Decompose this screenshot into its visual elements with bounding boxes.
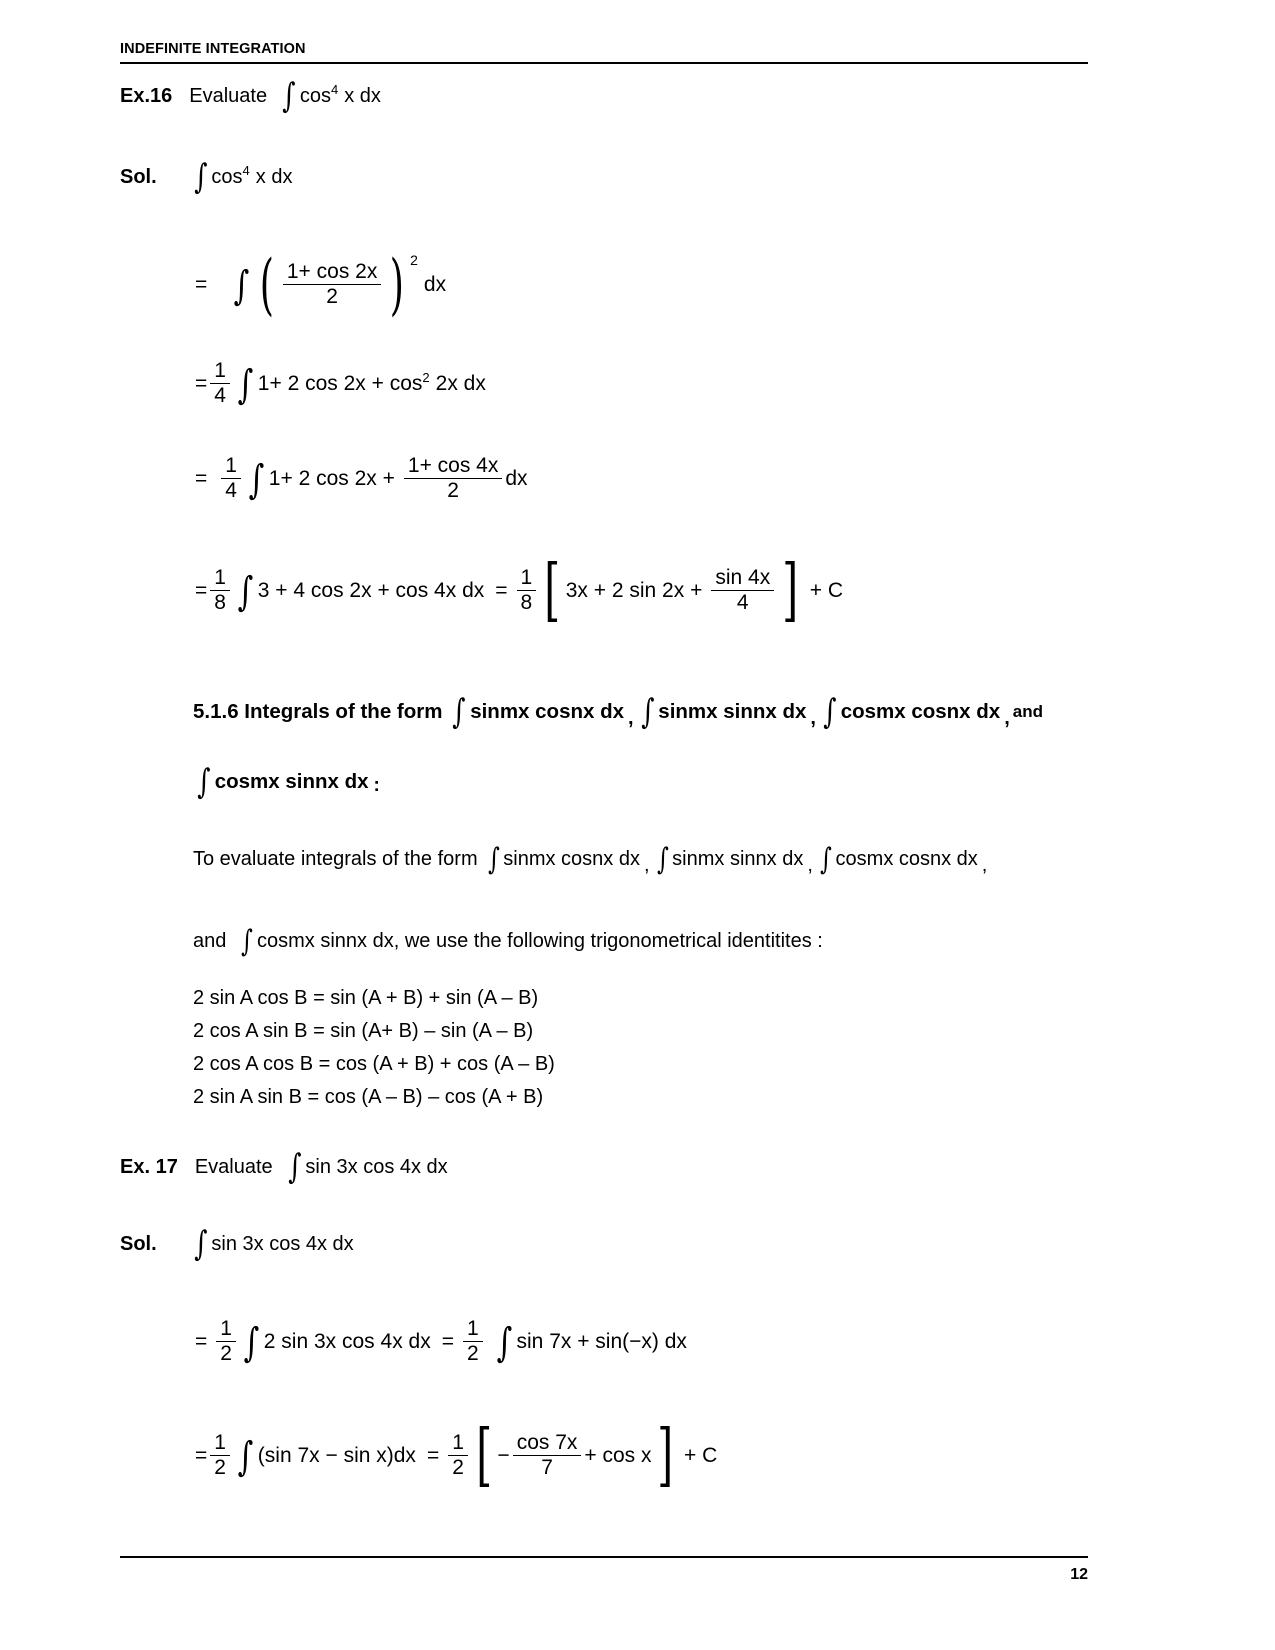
footer-divider bbox=[120, 1556, 1088, 1558]
intro-paragraph-line1 bbox=[193, 842, 990, 877]
colon-separator: : bbox=[373, 775, 380, 797]
example-17-integrand: sin 3x cos 4x dx bbox=[305, 1155, 448, 1178]
step-17-1-body-2: sin 7x + sin(−x) dx bbox=[516, 1330, 687, 1354]
fraction-numerator: 1 bbox=[448, 1432, 468, 1456]
section-form-4: cosmx sinnx dx bbox=[214, 769, 369, 793]
example-16-statement: Ex.16 Evaluate ∫ cos 4 x dx bbox=[120, 76, 381, 116]
equals-sign: = bbox=[195, 467, 208, 491]
integral-sign-icon: ∫ bbox=[233, 262, 250, 309]
fraction-denominator: 2 bbox=[466, 1342, 479, 1366]
fraction-numerator: 1+ cos 2x bbox=[283, 261, 381, 285]
step-16-4 bbox=[195, 551, 843, 630]
solution-16-label: Sol. bbox=[120, 165, 157, 188]
equals-sign: = bbox=[195, 579, 208, 603]
step-16-2-body: 1+ 2 cos 2x + cos bbox=[257, 372, 423, 396]
step-17-1 bbox=[195, 1318, 687, 1365]
example-17-prompt: Evaluate bbox=[194, 1155, 273, 1178]
fraction-one-half-2 bbox=[463, 1318, 483, 1365]
trig-identity-3: 2 cos A cos B = cos (A + B) + cos (A – B) bbox=[193, 1053, 555, 1075]
solution-17-line bbox=[120, 1224, 354, 1264]
integral-sign-icon: ∫ bbox=[193, 157, 208, 197]
integral-sign-icon: ∫ bbox=[823, 692, 837, 732]
fraction-numerator: 1 bbox=[463, 1318, 483, 1342]
fraction-denominator: 2 bbox=[214, 1456, 226, 1480]
intro-paragraph-line2 bbox=[193, 924, 823, 959]
fraction-cos7x-over-7 bbox=[513, 1432, 582, 1479]
example-16-integrand-tail: x dx bbox=[344, 84, 381, 107]
integral-sign-icon: ∫ bbox=[452, 692, 466, 732]
fraction-denominator: 2 bbox=[220, 1342, 232, 1366]
minus-sign: − bbox=[497, 1444, 510, 1468]
differential-dx: dx bbox=[423, 273, 447, 297]
constant-of-integration: + C bbox=[684, 1444, 718, 1468]
example-16-label: Ex.16 bbox=[120, 84, 173, 107]
step-16-4-bracket-body: 3x + 2 sin 2x + bbox=[565, 579, 703, 603]
comma-separator: , bbox=[1004, 706, 1010, 729]
equals-sign: = bbox=[195, 273, 208, 297]
integral-sign-icon: ∫ bbox=[656, 842, 669, 877]
trig-identity-4: 2 sin A sin B = cos (A – B) – cos (A + B) bbox=[193, 1086, 544, 1108]
step-16-3 bbox=[195, 455, 528, 502]
fraction-denominator: 2 bbox=[452, 1456, 464, 1480]
section-5-1-6-heading-line2 bbox=[193, 762, 380, 802]
header-divider bbox=[120, 62, 1088, 64]
integral-sign-icon: ∫ bbox=[248, 456, 265, 503]
page-number: 12 bbox=[1070, 1566, 1088, 1583]
step-16-3-body: 1+ 2 cos 2x + bbox=[268, 467, 395, 491]
solution-16-integrand: cos bbox=[211, 165, 243, 188]
fraction-numerator: 1+ cos 4x bbox=[404, 455, 502, 479]
equals-sign: = bbox=[195, 1444, 208, 1468]
step-17-2 bbox=[195, 1416, 718, 1495]
fraction-numerator: 1 bbox=[210, 360, 230, 384]
fraction-numerator: 1 bbox=[517, 567, 537, 591]
fraction-numerator: cos 7x bbox=[513, 1432, 582, 1456]
power-exponent: 2 bbox=[410, 252, 418, 268]
step-17-1-body: 2 sin 3x cos 4x dx bbox=[263, 1330, 431, 1354]
fraction-denominator: 8 bbox=[214, 591, 226, 615]
integral-sign-icon: ∫ bbox=[197, 762, 211, 802]
example-17-statement bbox=[120, 1147, 448, 1187]
integral-sign-icon: ∫ bbox=[243, 1319, 260, 1366]
integral-sign-icon: ∫ bbox=[237, 361, 254, 408]
fraction-one-half bbox=[216, 1318, 236, 1365]
trig-identity-2: 2 cos A sin B = sin (A+ B) – sin (A – B) bbox=[193, 1020, 534, 1042]
solution-17-label: Sol. bbox=[120, 1232, 157, 1255]
integral-sign-icon: ∫ bbox=[237, 568, 254, 615]
trig-identity-list bbox=[193, 988, 555, 1107]
intro-tail-text: , we use the following trigonometrical identitites : bbox=[393, 929, 823, 952]
fraction-denominator: 4 bbox=[225, 479, 237, 503]
fraction-one-half-2 bbox=[448, 1432, 468, 1479]
comma-separator: , bbox=[981, 853, 988, 876]
step-16-4-body: 3 + 4 cos 2x + cos 4x dx bbox=[257, 579, 485, 603]
open-bracket: [ bbox=[544, 551, 561, 630]
fraction-one-fourth bbox=[221, 455, 241, 502]
open-bracket: [ bbox=[476, 1416, 493, 1495]
close-paren: ) bbox=[390, 246, 405, 323]
equals-sign: = bbox=[195, 372, 208, 396]
section-form-3: cosmx cosnx dx bbox=[840, 699, 1001, 723]
constant-of-integration: + C bbox=[809, 579, 843, 603]
fraction-denominator: 7 bbox=[541, 1456, 553, 1480]
integral-sign-icon: ∫ bbox=[241, 924, 254, 959]
integral-sign-icon: ∫ bbox=[640, 692, 655, 732]
fraction-numerator: 1 bbox=[216, 1318, 236, 1342]
section-5-1-6-heading-line1 bbox=[193, 692, 1043, 732]
step-16-2-tail: 2x dx bbox=[435, 372, 486, 396]
section-form-2: sinmx sinnx dx bbox=[658, 699, 807, 723]
fraction-numerator: 1 bbox=[210, 567, 230, 591]
section-heading-text: 5.1.6 Integrals of the form bbox=[193, 699, 443, 723]
fraction-numerator: sin 4x bbox=[711, 567, 774, 591]
section-and-word: and bbox=[1012, 702, 1043, 722]
intro-form-1: sinmx cosnx dx bbox=[503, 847, 640, 870]
fraction-numerator: 1 bbox=[221, 455, 241, 479]
page-header bbox=[120, 42, 1088, 64]
integral-sign-icon: ∫ bbox=[282, 76, 296, 116]
fraction-one-eighth bbox=[210, 567, 230, 614]
fraction-denominator: 8 bbox=[520, 591, 533, 615]
trig-identity-1: 2 sin A cos B = sin (A + B) + sin (A – B) bbox=[193, 987, 539, 1009]
example-16-prompt: Evaluate bbox=[189, 84, 268, 107]
fraction-one-fourth bbox=[210, 360, 230, 407]
fraction-denominator: 2 bbox=[447, 479, 459, 503]
fraction-half-angle bbox=[283, 261, 381, 308]
equals-sign-2: = bbox=[426, 1444, 440, 1468]
comma-separator: , bbox=[643, 853, 650, 876]
comma-separator: , bbox=[810, 706, 816, 729]
integral-sign-icon: ∫ bbox=[237, 1433, 254, 1480]
fraction-denominator: 4 bbox=[214, 384, 226, 408]
fraction-denominator: 4 bbox=[736, 591, 749, 615]
integral-sign-icon: ∫ bbox=[819, 842, 832, 877]
header-title: INDEFINITE INTEGRATION bbox=[120, 41, 306, 57]
integral-sign-icon: ∫ bbox=[193, 1224, 208, 1264]
solution-16-line: Sol. ∫ cos 4 x dx bbox=[120, 157, 293, 197]
solution-17-integrand: sin 3x cos 4x dx bbox=[211, 1232, 354, 1255]
intro-form-2: sinmx sinnx dx bbox=[672, 847, 804, 870]
intro-lead-text: To evaluate integrals of the form bbox=[193, 847, 478, 870]
integral-sign-icon: ∫ bbox=[496, 1319, 512, 1366]
equals-sign-2: = bbox=[495, 579, 508, 603]
comma-separator: , bbox=[807, 853, 813, 876]
intro-form-3: cosmx cosnx dx bbox=[835, 847, 978, 870]
differential-dx: dx bbox=[505, 467, 528, 491]
example-17-label: Ex. 17 bbox=[120, 1155, 178, 1178]
equals-sign: = bbox=[195, 1330, 208, 1354]
open-paren: ( bbox=[259, 246, 275, 323]
step-16-2: = $\frac{1}{4}$ ∫ 1+ 2 cos 2x + cos 2 2x dx bbox=[195, 359, 486, 408]
step-17-2-body: (sin 7x − sin x)dx bbox=[257, 1444, 416, 1468]
close-bracket: ] bbox=[656, 1416, 673, 1495]
comma-separator: , bbox=[628, 706, 634, 729]
fraction-denominator: 2 bbox=[326, 285, 338, 309]
fraction-sin4x-over-4 bbox=[711, 567, 774, 614]
intro-and-word: and bbox=[193, 929, 227, 952]
fraction-one-eighth-2 bbox=[517, 567, 537, 614]
solution-16-integrand-tail: x dx bbox=[255, 165, 293, 188]
fraction-numerator: 1 bbox=[210, 1432, 230, 1456]
equals-sign-2: = bbox=[441, 1330, 454, 1354]
step-17-2-tail: + cos x bbox=[584, 1444, 652, 1468]
integral-sign-icon: ∫ bbox=[487, 842, 500, 877]
step-16-1 bbox=[195, 246, 447, 323]
example-16-integrand: cos bbox=[299, 84, 331, 107]
fraction-one-half bbox=[210, 1432, 230, 1479]
section-form-1: sinmx cosnx dx bbox=[470, 699, 625, 723]
close-bracket: ] bbox=[782, 551, 799, 630]
integral-sign-icon: ∫ bbox=[287, 1147, 302, 1187]
fraction-cos4x bbox=[404, 455, 502, 502]
intro-form-4: cosmx sinnx dx bbox=[257, 929, 394, 952]
